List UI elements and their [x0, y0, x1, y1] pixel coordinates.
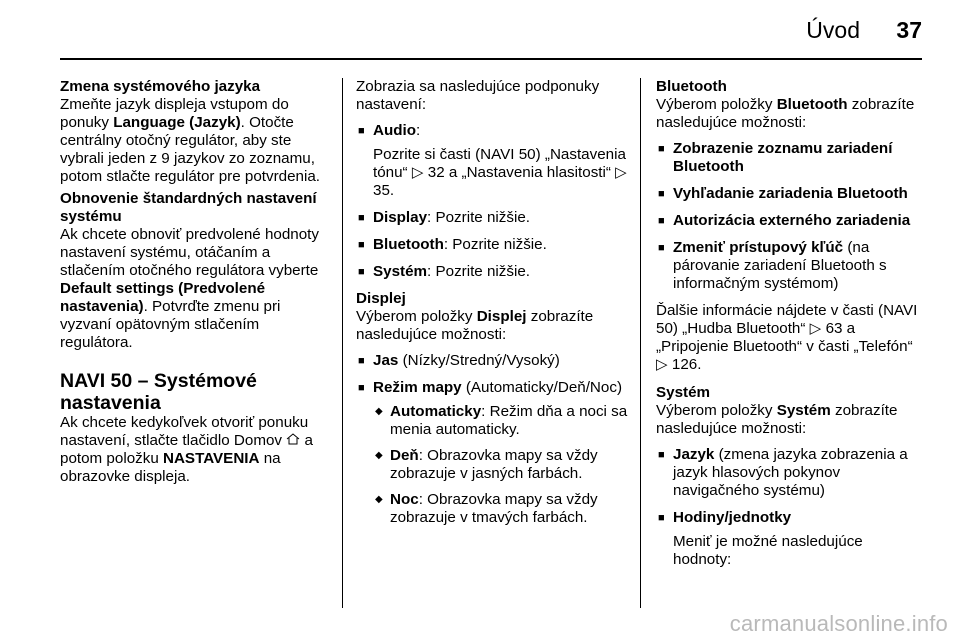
section-language: [60, 78, 332, 186]
list-item: ■ Audio: Pozrite si časti (NAVI 50) „Nastavenia tónu“ ▷ 32 a „Nastavenia hlasitosti“ ▷ 35.: [356, 122, 628, 200]
list-item: ■ Display: Pozrite nižšie.: [356, 209, 628, 227]
list-item: ■ Vyhľadanie zariadenia Bluetooth: [656, 185, 924, 203]
paragraph: Výberom položky Bluetooth zobrazíte nasledujúce možnosti:: [656, 96, 915, 131]
column-divider: [342, 78, 343, 608]
major-heading: NAVI 50 – Systémové nastavenia: [60, 370, 257, 414]
list-item: ■ Zmeniť prístupový kľúč (na párovanie zariadení Bluetooth s informačným systémom): [656, 239, 924, 293]
list-item: ◆ Noc: Obrazovka mapy sa vždy zobrazuje v tmavých farbách.: [373, 491, 628, 527]
paragraph: Zmeňte jazyk displeja vstupom do ponuky Language (Jazyk). Otočte centrálny otočný regulátor, aby ste vybrali jeden z 9 jazykov zo zoznamu, potom stlačte regulátor pre potvrdenia.: [60, 96, 321, 185]
list-item: ■ Bluetooth: Pozrite nižšie.: [356, 236, 628, 254]
list-item: ■ Jazyk (zmena jazyka zobrazenia a jazyk hlasových pokynov navigačného systému): [656, 446, 924, 500]
section-restore-defaults: [60, 190, 332, 352]
section-heading: Bluetooth: [656, 78, 727, 95]
section-heading: Obnovenie štandardných nastavení systému: [60, 190, 317, 225]
reference-arrow-icon: ▷: [656, 356, 668, 373]
list-item: ■ Systém: Pozrite nižšie.: [356, 263, 628, 281]
paragraph: Ak chcete obnoviť predvolené hodnoty nastavení systému, otáčaním a stlačením otočného regulátora vyberte Default settings (Predvolené nastavenia). Potvrďte zmenu pri vyzvaní opätovným stlačením regulátora.: [60, 226, 319, 351]
reference-arrow-icon: ▷: [809, 320, 822, 337]
list-item: ■ Zobrazenie zoznamu zariadení Bluetooth: [656, 140, 924, 176]
paragraph: Ďalšie informácie nájdete v časti (NAVI 50) „Hudba Bluetooth“ ▷ 63 a „Pripojenie Bluetooth“ v časti „Telefón“ ▷ 126.: [656, 302, 918, 373]
list-item: ◆ Deň: Obrazovka mapy sa vždy zobrazuje v jasných farbách.: [373, 447, 628, 483]
chapter-title: Úvod: [806, 17, 860, 43]
paragraph: Zobrazia sa nasledujúce podponuky nastavení:: [356, 78, 600, 113]
column-3: [656, 78, 924, 578]
display-options-list: [356, 352, 628, 527]
system-options-list: [656, 446, 924, 569]
reference-arrow-icon: ▷: [411, 164, 424, 181]
header-rule: [60, 58, 922, 60]
map-mode-list: [373, 403, 628, 527]
paragraph: Výberom položky Systém zobrazíte nasledujúce možnosti:: [656, 402, 898, 437]
home-icon: [286, 432, 300, 449]
submenu-list: [356, 122, 628, 281]
list-item: ■ Autorizácia externého zariadenia: [656, 212, 924, 230]
list-item: ◆ Automaticky: Režim dňa a noci sa menia automaticky.: [373, 403, 628, 439]
paragraph: Ak chcete kedykoľvek otvoriť ponuku nastavení, stlačte tlačidlo Domov a potom položku NASTAVENIA na obrazovke displeja.: [60, 414, 313, 485]
page-header: [60, 0, 922, 60]
page-number: 37: [896, 17, 922, 43]
section-heading: Zmena systémového jazyka: [60, 78, 261, 95]
column-divider: [640, 78, 641, 608]
paragraph: Výberom položky Displej zobrazíte nasledujúce možnosti:: [356, 308, 594, 343]
watermark: carmanualsonline.info: [729, 611, 948, 636]
reference-arrow-icon: ▷: [615, 164, 627, 181]
column-1: [60, 78, 332, 486]
column-2: [356, 78, 628, 536]
list-item: ■ Režim mapy (Automaticky/Deň/Noc) ◆ Automaticky: Režim dňa a noci sa menia automaticky. ◆ Deň: Obrazovka mapy sa vždy zobrazuje v jasných farbách. ◆ Noc: Obrazovka mapy sa vždy zobrazuje v tmavých farbách.: [356, 379, 628, 527]
section-heading: Systém: [656, 384, 711, 401]
list-item: ■ Jas (Nízky/Stredný/Vysoký): [356, 352, 628, 370]
section-heading: Displej: [356, 290, 406, 307]
bluetooth-options-list: [656, 140, 924, 293]
list-item: ■ Hodiny/jednotky Meniť je možné nasledujúce hodnoty:: [656, 509, 924, 569]
